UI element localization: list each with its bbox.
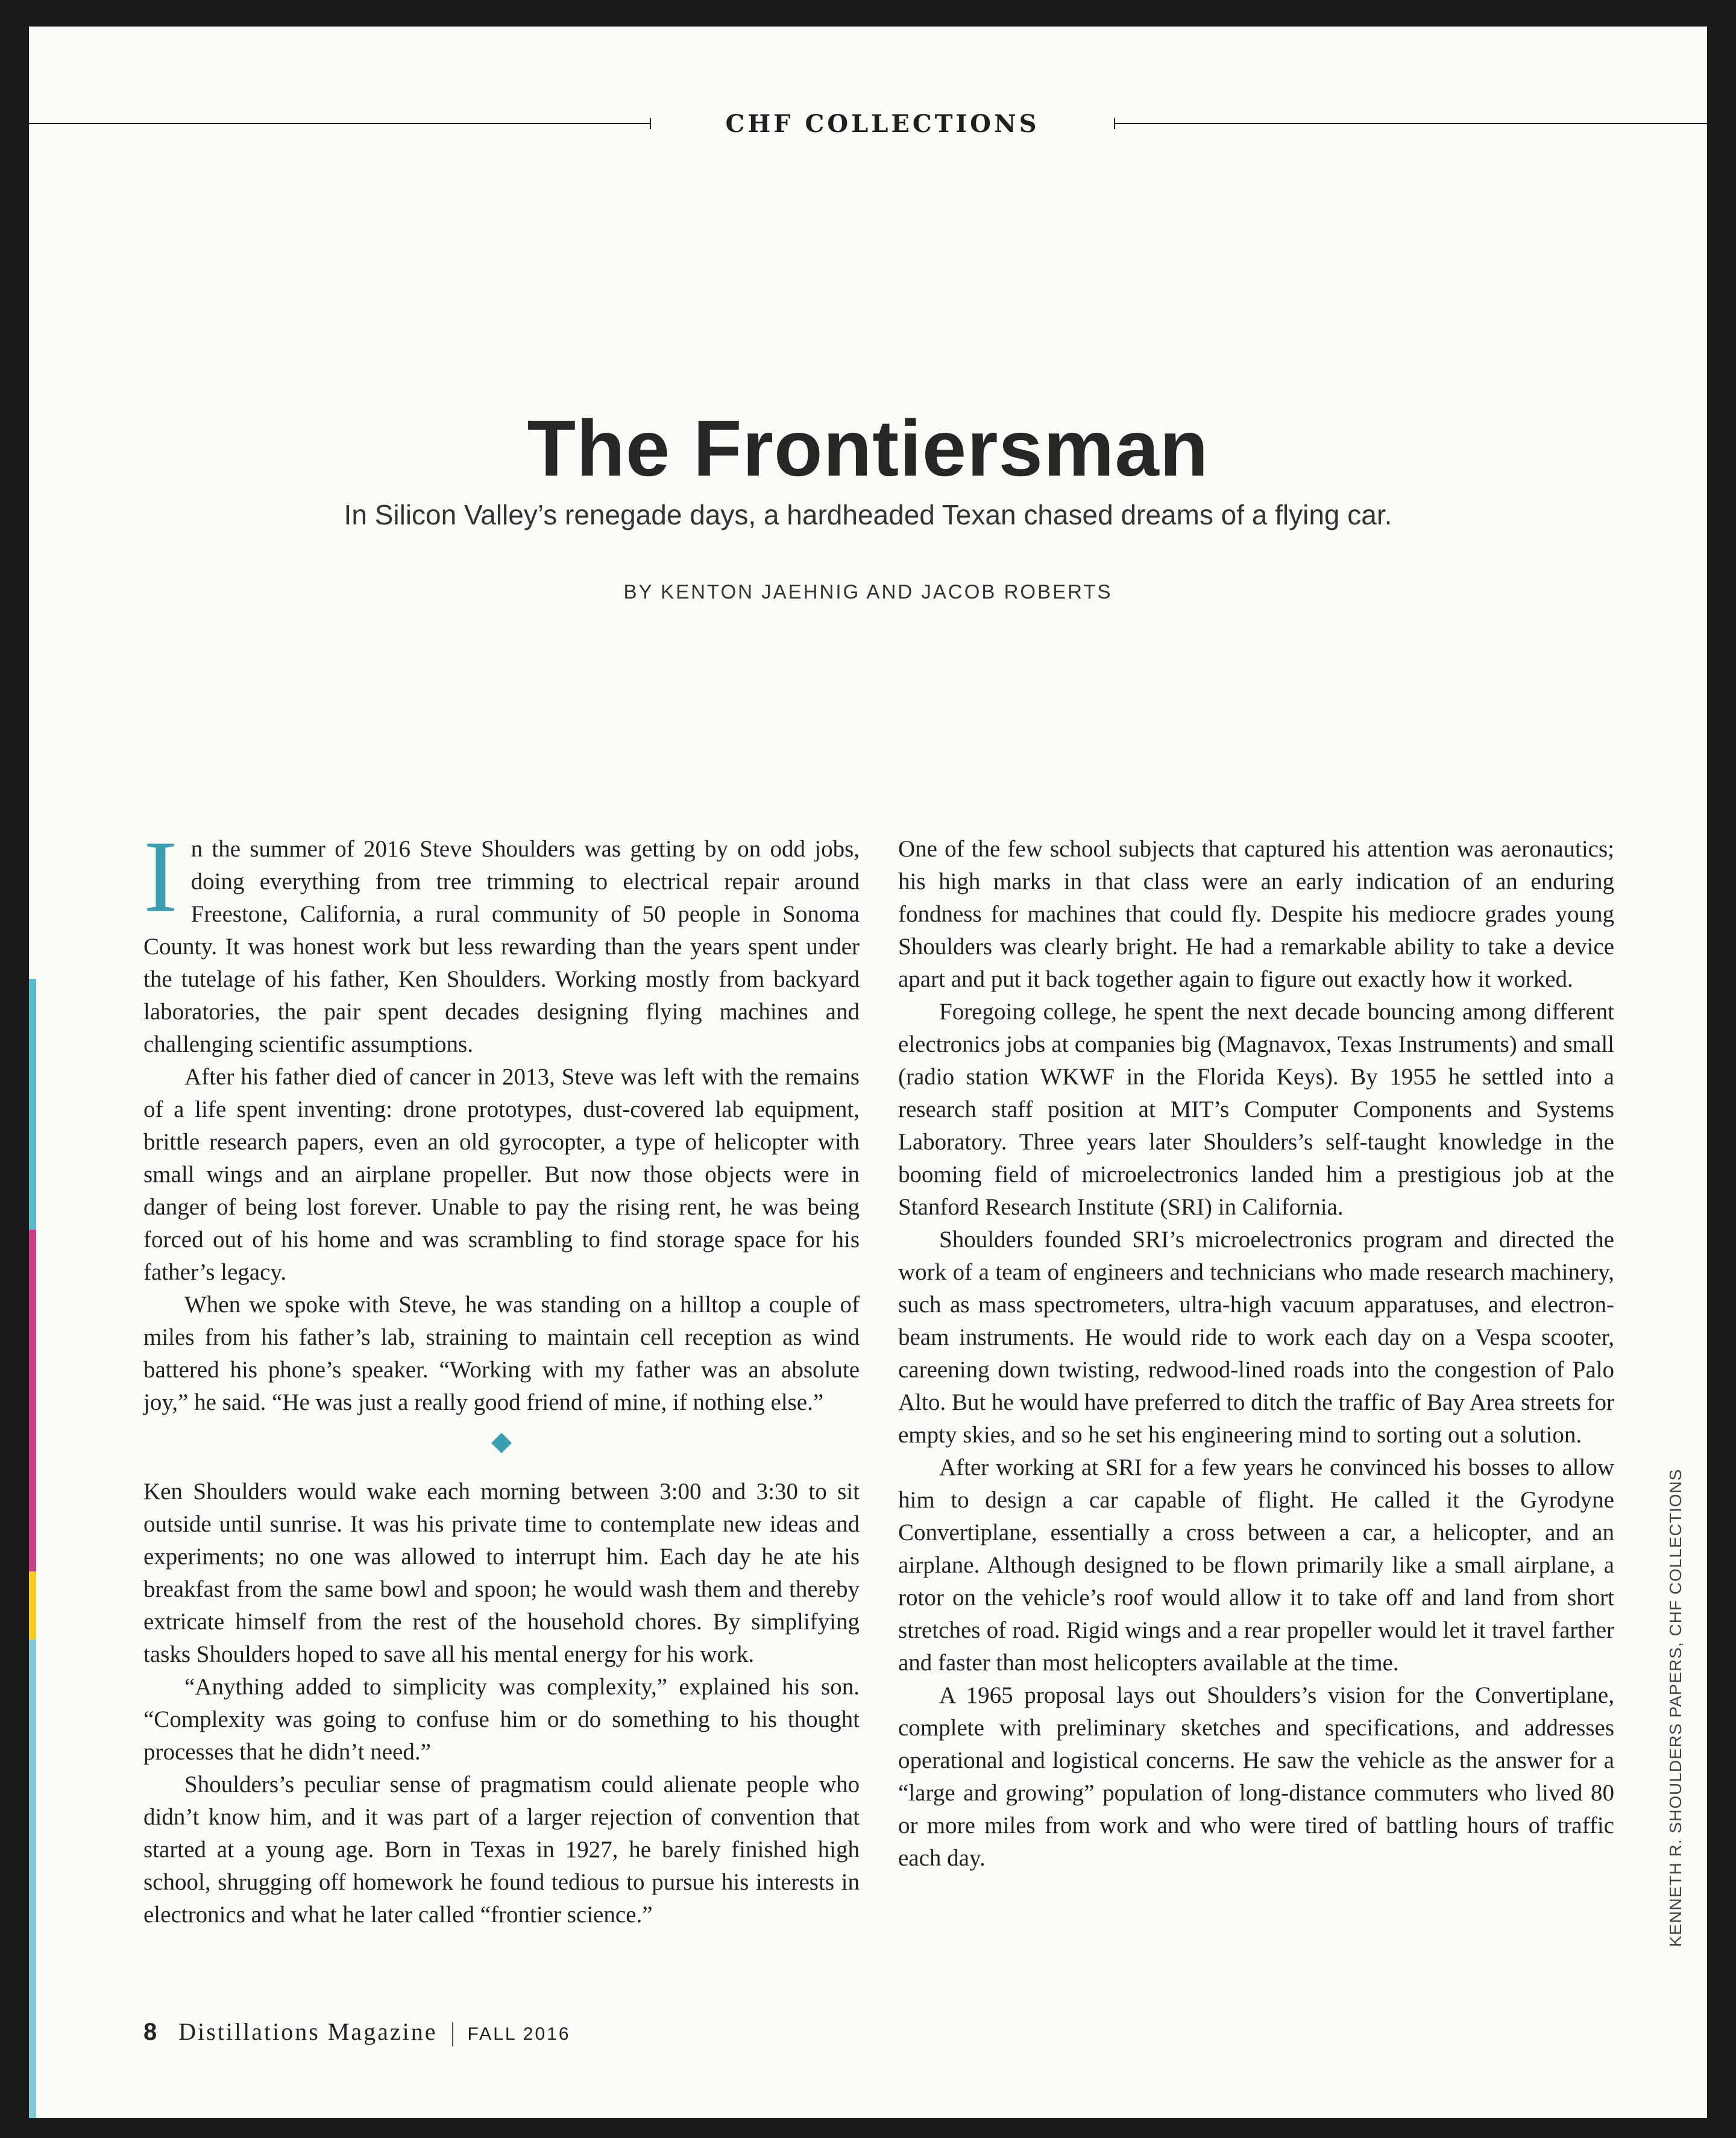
paragraph: Shoulders’s peculiar sense of pragmatism could alienate people who didn’t know him, and it was part of a larger rejection of convention that started at a young age. Born in Texas in 1927, he barely finished high school, shrugging off homework he found tedious to pursue his interests in electronics and what he later called “frontier science.” <box>143 1772 860 1928</box>
paragraph <box>143 820 860 1061</box>
footer-divider <box>452 2022 453 2046</box>
paragraph: “Anything added to simplicity was complexity,” explained his son. “Complexity was going to confuse him or do something to his thought processes that he didn’t need.” <box>143 1674 860 1765</box>
section-break-diamond-icon <box>491 1433 512 1453</box>
paragraph: One of the few school subjects that captured his attention was aeronautics; his high marks in that class were an early indication of an enduring fondness for machines that could fly. Despite his mediocre grades young Shoulders was clearly bright. He had a remarkable ability to take a device apart and put it back together again to figure out exactly how it worked. <box>898 836 1614 992</box>
paragraph: Foregoing college, he spent the next decade bouncing among different electronics jobs at companies big (Magnavox, Texas Instruments) and small (radio station WKWF in the Florida Keys). By 1955 he settled into a research staff position at MIT’s Computer Components and Systems Laboratory. Three years later Shoulders’s self-taught knowledge in the booming field of microelectronics landed him a prestigious job at the Stanford Research Institute (SRI) in California. <box>898 999 1614 1220</box>
magazine-name: Distillations Magazine <box>178 2018 438 2045</box>
header-rule-left <box>29 123 651 124</box>
body-column-right <box>898 833 1614 1875</box>
body-column-left <box>143 820 860 1931</box>
paragraph: Shoulders founded SRI’s microelectronics program and directed the work of a team of engineers and technicians who made research machinery, such as mass spectrometers, ultra-high vacuum apparatuses, and electron-beam instruments. He would ride to work each day on a Vespa scooter, careening down twisting, redwood-lined roads into the congestion of Palo Alto. But he would have preferred to ditch the traffic of Bay Area streets for empty skies, and so he set his engineering mind to sorting out a solution. <box>898 1227 1614 1448</box>
magazine-page <box>29 27 1707 2118</box>
drop-cap: I <box>143 820 178 933</box>
paragraph: After his father died of cancer in 2013, Steve was left with the remains of a life spent inventing: drone prototypes, dust-covered lab equipment, brittle research papers, even an old gyrocopter, a type of helicopter with small wings and an airplane propeller. But now those objects were in danger of being lost forever. Unable to pay the rising rent, he was being forced out of his home and was scrambling to find storage space for his father’s legacy. <box>143 1064 860 1285</box>
page-edge-color-strip <box>29 979 36 2118</box>
page-footer <box>143 2017 571 2047</box>
paragraph-text: n the summer of 2016 Steve Shoulders was getting by on odd jobs, doing everything from tree trimming to electrical repair around Freestone, California, a rural community of 50 people in Sonoma County. It was honest work but less rewarding than the years spent under the tutelage of his father, Ken Shoulders. Working mostly from backyard laboratories, the pair spent decades designing flying machines and challenging scientific assumptions. <box>143 836 860 1057</box>
header-rule-tick-left <box>650 118 651 129</box>
paragraph: Ken Shoulders would wake each morning between 3:00 and 3:30 to sit outside until sunrise. It was his private time to contemplate new ideas and experiments; no one was allowed to interrupt him. Each day he ate his breakfast from the same bowl and spoon; he would wash them and thereby extricate himself from the rest of the household chores. By simplifying tasks Shoulders hoped to save all his mental energy for his work. <box>143 1479 860 1667</box>
image-credit: KENNETH R. SHOULDERS PAPERS, CHF COLLECTIONS <box>1666 1468 1685 1947</box>
article-title: The Frontiersman <box>527 404 1209 492</box>
article-byline: BY KENTON JAEHNIG AND JACOB ROBERTS <box>623 580 1113 603</box>
header-rule-right <box>1114 123 1707 124</box>
paragraph: After working at SRI for a few years he convinced his bosses to allow him to design a car capable of flight. He called it the Gyrodyne Convertiplane, essentially a cross between a car, a helicopter, and an airplane. Although designed to be flown primarily like a small airplane, a rotor on the vehicle’s roof would allow it to take off and land from short stretches of road. Rigid wings and a rear propeller would let it travel farther and faster than most helicopters available at the time. <box>898 1454 1614 1676</box>
paragraph: When we spoke with Steve, he was standing on a hilltop a couple of miles from his father’s lab, straining to maintain cell reception as wind battered his phone’s speaker. “Working with my father was an absolute joy,” he said. “He was just a really good friend of mine, if nothing else.” <box>143 1292 860 1415</box>
article-subtitle: In Silicon Valley’s renegade days, a hardheaded Texan chased dreams of a flying car. <box>344 499 1392 530</box>
page-number: 8 <box>143 2019 157 2045</box>
paragraph: A 1965 proposal lays out Shoulders’s vision for the Convertiplane, complete with preliminary sketches and specifications, and addresses operational and logistical concerns. He saw the vehicle as the answer for a “large and growing” population of long-distance commuters who lived 80 or more miles from work and who were tired of battling hours of traffic each day. <box>898 1682 1614 1871</box>
section-title: CHF COLLECTIONS <box>725 110 1040 138</box>
section-header <box>29 106 1707 142</box>
issue-season: FALL 2016 <box>467 2024 571 2044</box>
